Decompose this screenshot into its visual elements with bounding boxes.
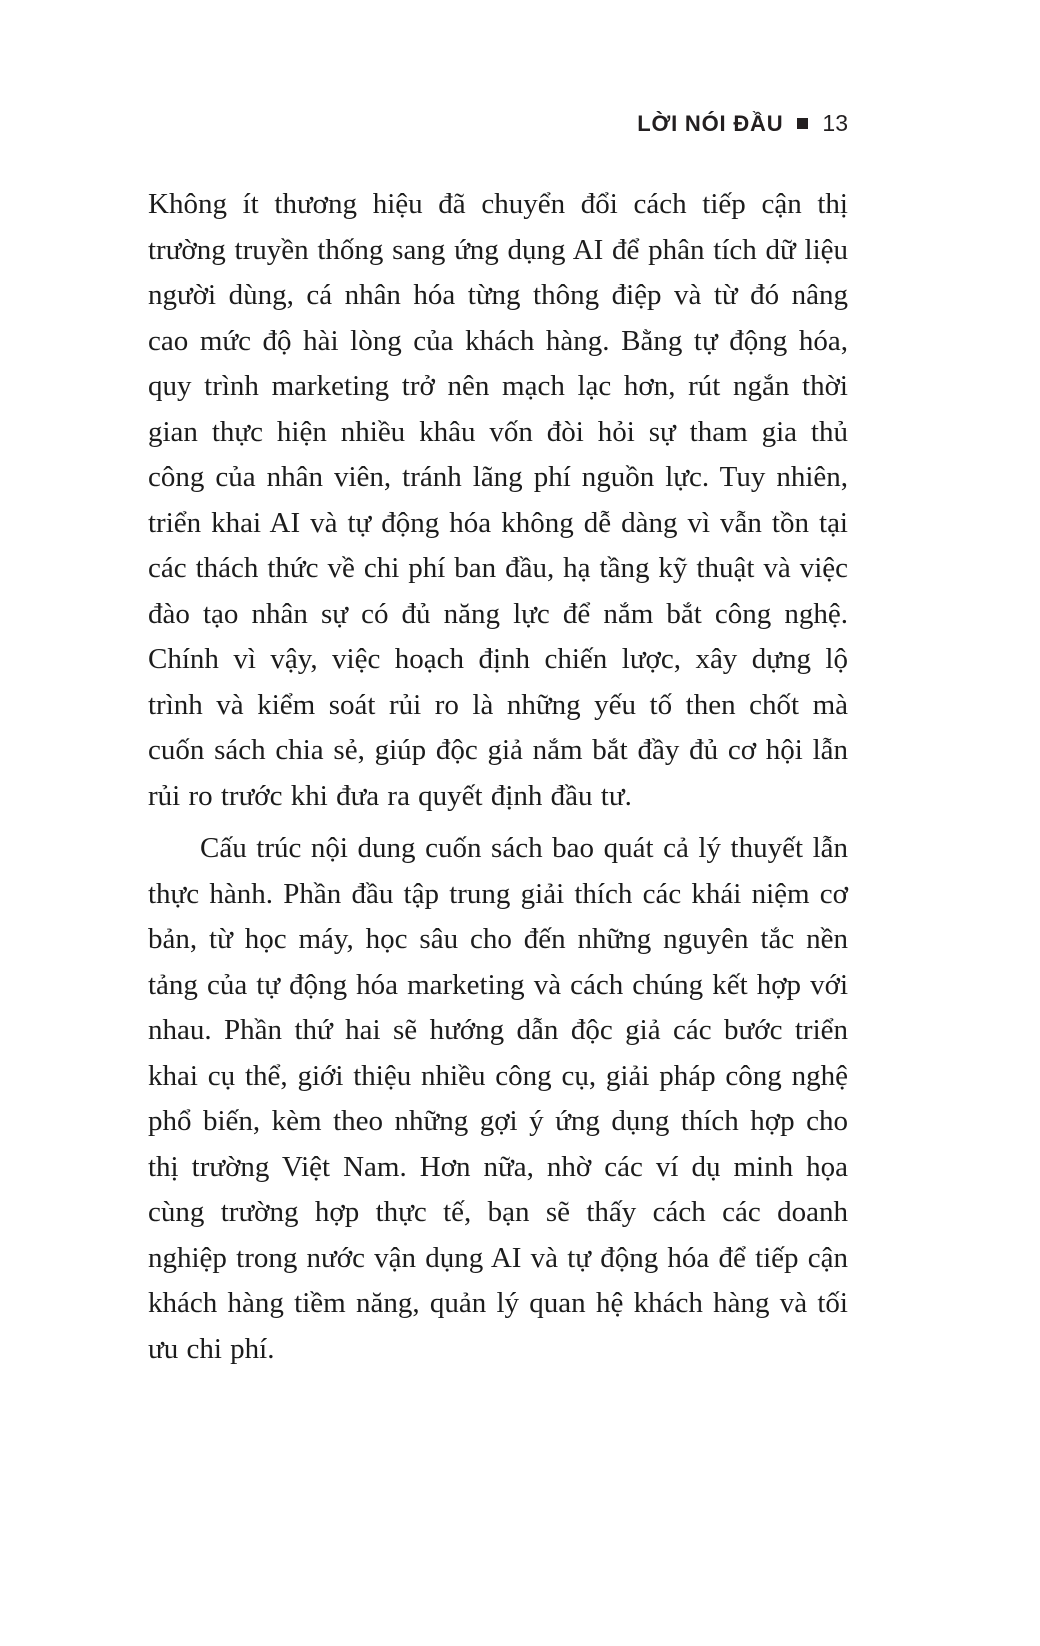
paragraph: Cấu trúc nội dung cuốn sách bao quát cả lý thuyết lẫn thực hành. Phần đầu tập trung giải thích các khái niệm cơ bản, từ học máy, học sâu cho đến những nguyên tắc nền tảng của tự động hóa marketing và cách chúng kết hợp với nhau. Phần thứ hai sẽ hướng dẫn độc giả các bước triển khai cụ thể, giới thiệu nhiều công cụ, giải pháp công nghệ phổ biến, kèm theo những gợi ý ứng dụng thích hợp cho thị trường Việt Nam. Hơn nữa, nhờ các ví dụ minh họa cùng trường hợp thực tế, bạn sẽ thấy cách các doanh nghiệp trong nước vận dụng AI và tự động hóa để tiếp cận khách hàng tiềm năng, quản lý quan hệ khách hàng và tối ưu chi phí. — [148, 832, 848, 1365]
text-block — [148, 182, 848, 1372]
page-number: 13 — [822, 110, 848, 136]
square-bullet-icon — [797, 118, 808, 129]
running-head-title: LỜI NÓI ĐẦU — [637, 110, 784, 136]
paragraph: Không ít thương hiệu đã chuyển đổi cách tiếp cận thị trường truyền thống sang ứng dụng AI để phân tích dữ liệu người dùng, cá nhân hóa từng thông điệp và từ đó nâng cao mức độ hài lòng của khách hàng. Bằng tự động hóa, quy trình marketing trở nên mạch lạc hơn, rút ngắn thời gian thực hiện nhiều khâu vốn đòi hỏi sự tham gia thủ công của nhân viên, tránh lãng phí nguồn lực. Tuy nhiên, triển khai AI và tự động hóa không dễ dàng vì vẫn tồn tại các thách thức về chi phí ban đầu, hạ tầng kỹ thuật và việc đào tạo nhân sự có đủ năng lực để nắm bắt công nghệ. Chính vì vậy, việc hoạch định chiến lược, xây dựng lộ trình và kiểm soát rủi ro là những yếu tố then chốt mà cuốn sách chia sẻ, giúp độc giả nắm bắt đầy đủ cơ hội lẫn rủi ro trước khi đưa ra quyết định đầu tư. — [148, 188, 848, 812]
page-header — [148, 110, 848, 137]
